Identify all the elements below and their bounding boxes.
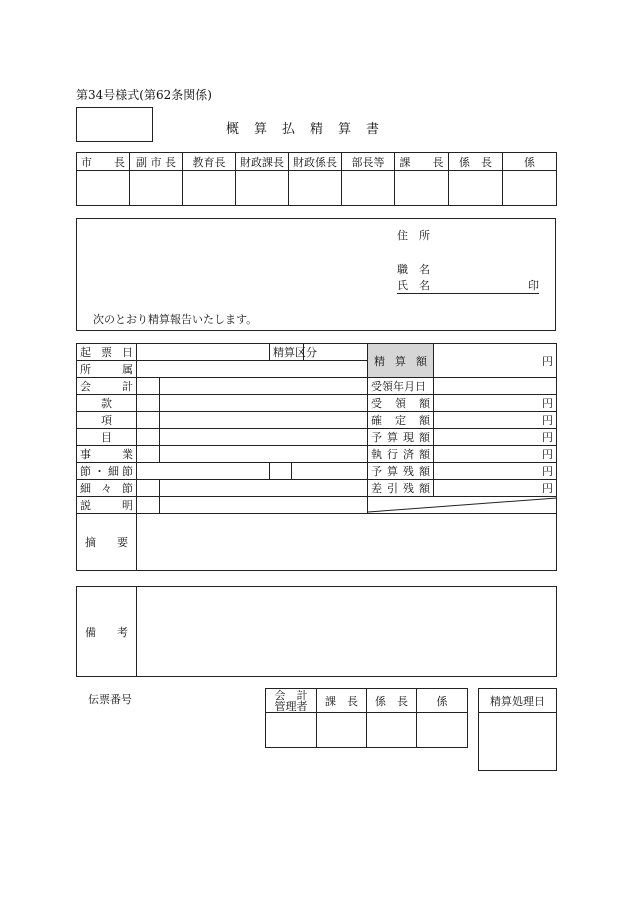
moku-value[interactable]: [160, 429, 368, 446]
name-label: 氏 名: [397, 279, 430, 292]
approval-header: 係: [503, 153, 557, 171]
approval-stamp-cell[interactable]: [342, 171, 395, 206]
remarks-label: 備 考: [77, 587, 137, 677]
kan-label: 款: [77, 395, 137, 412]
processing-date-value[interactable]: [479, 713, 557, 771]
approval-header: 副 市 長: [130, 153, 183, 171]
form-number: 第34号様式(第62条関係): [76, 88, 212, 102]
footer-stamp-cell[interactable]: [317, 713, 367, 748]
name-line[interactable]: [397, 277, 539, 294]
settle-amount-value[interactable]: 円: [434, 344, 557, 378]
receipt-amount-value[interactable]: 円: [434, 395, 557, 412]
issue-date-label: 起票日: [77, 344, 137, 361]
approval-stamp-cell[interactable]: [183, 171, 236, 206]
approval-header: 教育長: [183, 153, 236, 171]
section-chief-header: 課 長: [317, 689, 367, 713]
kan-value[interactable]: [160, 395, 368, 412]
job-title-label: 職 名: [397, 263, 430, 276]
processing-date-label: 精算処理日: [479, 689, 557, 713]
kou-label: 項: [77, 412, 137, 429]
approval-header: 課 長: [395, 153, 449, 171]
footer-stamp-cell[interactable]: [266, 713, 317, 748]
balance-value[interactable]: 円: [434, 480, 557, 497]
explain-value[interactable]: [160, 497, 368, 514]
confirmed-amount-value[interactable]: 円: [434, 412, 557, 429]
approval-stamp-cell[interactable]: [395, 171, 449, 206]
accounting-manager-line1: 会 計: [274, 688, 308, 702]
moku-label: 目: [77, 429, 137, 446]
executed-label: 執行済額: [368, 446, 434, 463]
chief-header: 係 長: [367, 689, 417, 713]
project-label: 事業: [77, 446, 137, 463]
approval-header: 市 長: [77, 153, 130, 171]
footer-stamp-cell[interactable]: [417, 713, 468, 748]
approval-stamp-cell[interactable]: [289, 171, 342, 206]
saisai-label: 細々節: [77, 480, 137, 497]
receipt-amount-label: 受領額: [368, 395, 434, 412]
moku-code[interactable]: [137, 429, 160, 446]
approval-header: 部長等: [342, 153, 395, 171]
approval-stamp-cell[interactable]: [503, 171, 557, 206]
diagonal-cell: [368, 497, 557, 514]
account-code[interactable]: [137, 378, 160, 395]
confirmed-amount-label: 確定額: [368, 412, 434, 429]
budget-current-value[interactable]: 円: [434, 429, 557, 446]
page-title: 概 算 払 精 算 書: [226, 122, 381, 137]
account-value[interactable]: [160, 378, 368, 395]
approval-stamp-cell[interactable]: [77, 171, 130, 206]
approval-stamp-cell[interactable]: [449, 171, 503, 206]
staff-header: 係: [417, 689, 468, 713]
approval-header: 財政係長: [289, 153, 342, 171]
project-code[interactable]: [137, 446, 160, 463]
setsu-code[interactable]: [270, 463, 292, 480]
setsu-value[interactable]: [137, 463, 270, 480]
balance-label: 差引残額: [368, 480, 434, 497]
project-value[interactable]: [160, 446, 368, 463]
applicant-box: [76, 218, 556, 331]
category-label: 精算区分: [270, 344, 304, 361]
details-table: [76, 343, 557, 571]
department-value[interactable]: [137, 361, 368, 378]
department-label: 所属: [77, 361, 137, 378]
approval-header: 財政課長: [236, 153, 289, 171]
stamp-box: [76, 107, 153, 142]
remarks-value[interactable]: [137, 587, 557, 677]
receipt-date-label: 受領年月日: [368, 378, 434, 395]
account-label: 会計: [77, 378, 137, 395]
accounting-manager-line2: 管理者: [274, 699, 308, 713]
receipt-date-value[interactable]: [434, 378, 557, 395]
voucher-label: 伝票番号: [88, 693, 132, 706]
kou-value[interactable]: [160, 412, 368, 429]
approval-stamp-cell[interactable]: [130, 171, 183, 206]
saisai-value[interactable]: [160, 480, 368, 497]
budget-remaining-value[interactable]: 円: [434, 463, 557, 480]
saisai-code[interactable]: [137, 480, 160, 497]
saisetsu-value[interactable]: [292, 463, 368, 480]
accounting-manager-header: [266, 689, 317, 713]
setsu-label: 節・細節: [77, 463, 137, 480]
address-label: 住 所: [397, 229, 430, 242]
settle-amount-label: 精算額: [368, 344, 434, 378]
summary-label: 摘 要: [77, 514, 137, 571]
remarks-table: [76, 586, 557, 677]
budget-remaining-label: 予算残額: [368, 463, 434, 480]
processing-date-table: [478, 688, 557, 771]
approval-stamp-cell[interactable]: [236, 171, 289, 206]
statement-text: 次のとおり精算報告いたします。: [93, 313, 258, 326]
seal-mark: 印: [528, 279, 539, 292]
approval-table: [76, 152, 557, 206]
kan-code[interactable]: [137, 395, 160, 412]
approval-header: 係 長: [449, 153, 503, 171]
explain-code[interactable]: [137, 497, 160, 514]
footer-stamp-cell[interactable]: [367, 713, 417, 748]
executed-value[interactable]: 円: [434, 446, 557, 463]
diagonal-line: [368, 497, 557, 513]
explain-label: 説明: [77, 497, 137, 514]
budget-current-label: 予算現額: [368, 429, 434, 446]
summary-value[interactable]: [137, 514, 557, 571]
footer-approval-table: [265, 688, 468, 748]
issue-date-value[interactable]: [137, 344, 270, 361]
kou-code[interactable]: [137, 412, 160, 429]
